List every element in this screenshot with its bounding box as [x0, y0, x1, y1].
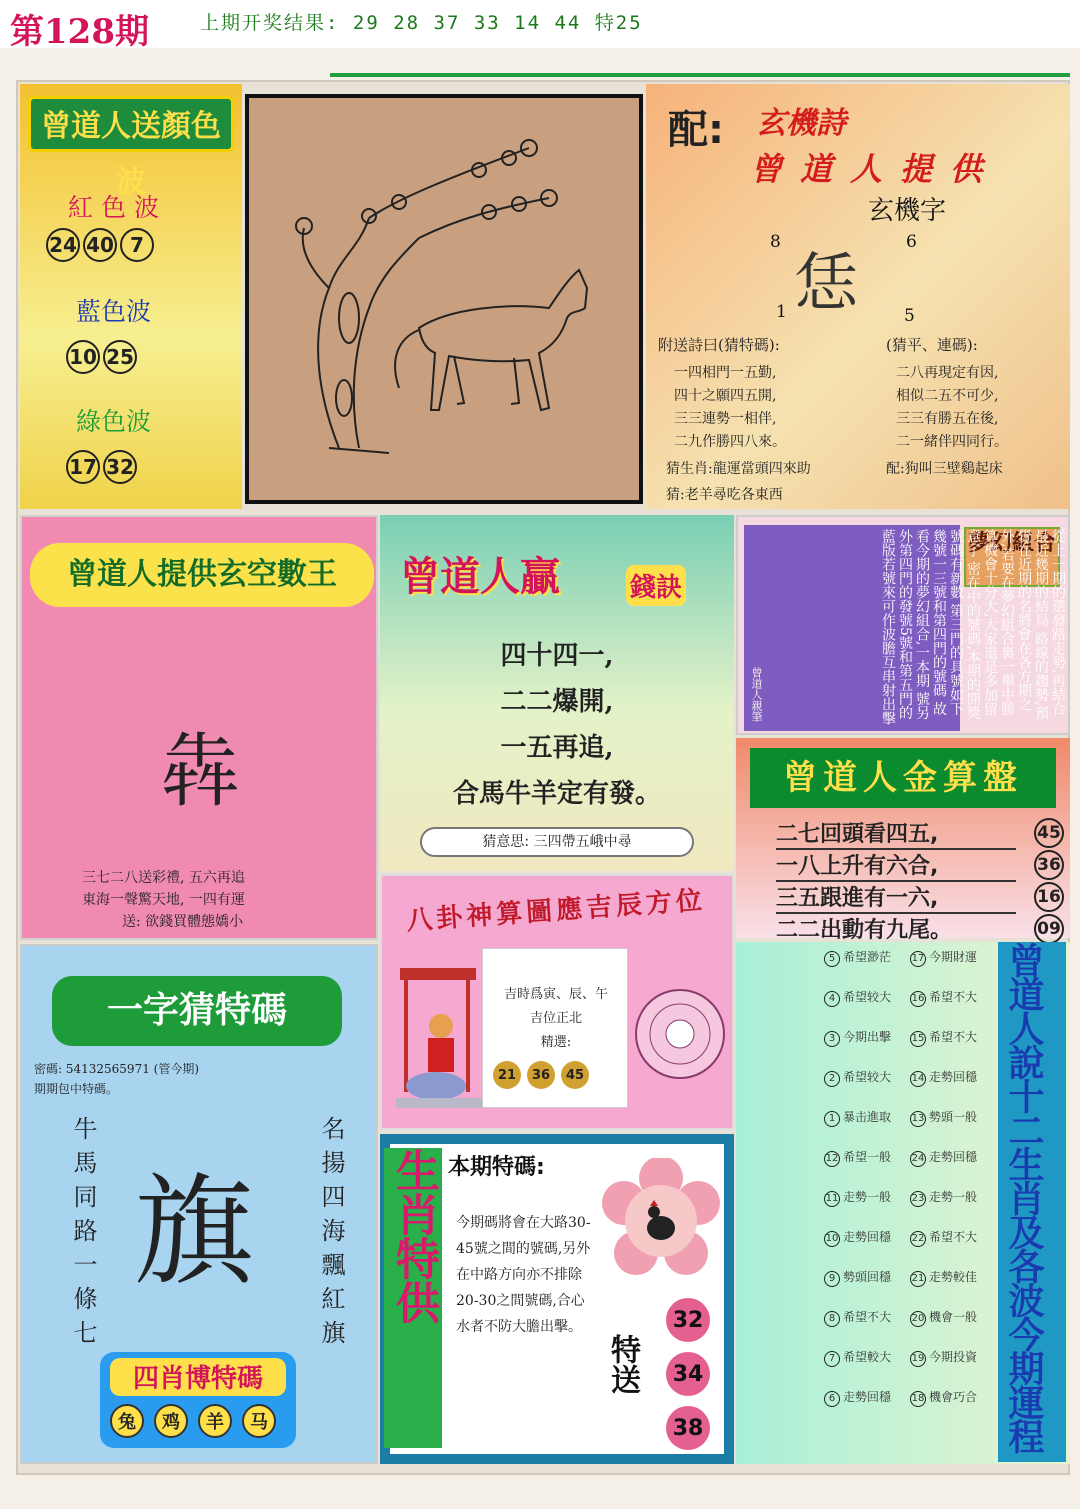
luck-cell: [910, 1388, 996, 1428]
xuankong-lines: [82, 867, 245, 933]
luck-cell: [910, 1108, 996, 1148]
xuankong-panel: [20, 515, 378, 940]
color-wave-title: 曾道人送顏色波: [28, 96, 234, 152]
zodiac-luck-titlebar: [998, 942, 1066, 1462]
one-char-sub: 期期包中特碼。: [34, 1082, 119, 1096]
special-number: 34: [666, 1352, 710, 1396]
abacus-number: 16: [1034, 882, 1064, 912]
win-title-suffix: 錢訣: [626, 565, 686, 606]
special-code-paragraph: 今期碼將會在大路30-45號之間的號碼,另外在中路方向亦不排除20-30之間號碼,合心水者不防大膽出擊。: [456, 1215, 591, 1335]
luck-cell: [824, 948, 910, 988]
dream-text: 從上一期的選發路走勢,再結合最近幾期的結局 路線的趨勢,預覺在近期的名將會在各方期之外,若要在夢幻組合裏一舉中勝算機會十分大,大家還是多加留意了 密在中的號碼,本期的開獎號碼有新數 第三門的具號如下幾號一三號和第四門的號碼 故看今期的夢幻組合,一本期 號另外第四門的發號5號和第五門的 藍版若號來可作波膽互串射出擊: [880, 529, 1066, 725]
dream-combo-panel: [736, 515, 1070, 735]
luck-text: 希望不大: [929, 990, 978, 1004]
zodiac-animal: 马: [242, 1404, 276, 1438]
poem-line: 三三連勢一相伴,: [674, 411, 777, 427]
blue-num: 25: [103, 340, 137, 374]
luck-cell: [910, 988, 996, 1028]
zodiac-luck-table: [824, 948, 996, 1428]
luck-number: 18: [910, 1391, 926, 1407]
luck-number: 3: [824, 1031, 840, 1047]
luck-text: 今期財運: [929, 950, 978, 964]
luck-row: [824, 1108, 996, 1148]
one-char-title: 一字猜特碼: [52, 976, 342, 1046]
abacus-line: 三五跟進有一六,: [776, 881, 1016, 914]
luck-row: [824, 1228, 996, 1268]
red-num: 7: [120, 228, 154, 262]
luck-number: 5: [824, 951, 840, 967]
bagua-panel: [380, 874, 734, 1130]
horse-tail: [395, 330, 419, 388]
bagua-line: 精選:: [540, 1035, 572, 1050]
corner-num: 1: [776, 302, 787, 322]
win-line: 一五再追,: [500, 733, 614, 763]
luck-row: [824, 948, 996, 988]
luck-row: [824, 1348, 996, 1388]
luck-row: [824, 988, 996, 1028]
win-line: 二二爆開,: [500, 687, 614, 717]
zodiac-luck-panel: [736, 942, 1070, 1464]
red-wave-numbers: [46, 228, 157, 262]
zodiac-animal: 羊: [198, 1404, 232, 1438]
one-char-code: 密碼: 54132565971 (管今期): [34, 1062, 200, 1076]
luck-text: 今期投資: [929, 1350, 978, 1364]
abacus-panel: [736, 738, 1070, 943]
bagua-info-box: [482, 948, 628, 1108]
luck-text: 勢頭回穩: [843, 1270, 892, 1284]
luck-cell: [824, 1388, 910, 1428]
luck-row: [824, 1188, 996, 1228]
bagua-ball: 21: [493, 1061, 521, 1089]
poem-line: 二九作勝四八來。: [674, 434, 786, 450]
left-poem-heading: 附送詩曰(猜特碼):: [658, 336, 780, 354]
luck-cell: [824, 1348, 910, 1388]
luck-number: 15: [910, 1031, 926, 1047]
tree-trunk-right: [354, 238, 419, 448]
left-poem-lines: [674, 362, 786, 454]
luck-row: [824, 1028, 996, 1068]
tree-base: [329, 448, 389, 453]
luck-number: 21: [910, 1271, 926, 1287]
trunk-knot: [339, 293, 359, 343]
abacus-title: 曾道人金算盤: [750, 748, 1056, 808]
luck-cell: [824, 1148, 910, 1188]
mystery-char: 恁: [794, 247, 858, 321]
luck-cell: [910, 1148, 996, 1188]
dream-sign: 曾道人親筆: [750, 667, 763, 722]
luck-cell: [824, 988, 910, 1028]
bagua-line: 吉位正北: [529, 1011, 582, 1026]
zodiac-special-panel: [380, 1134, 734, 1464]
horse-leg: [511, 358, 519, 404]
luck-text: 暴击進取: [843, 1110, 892, 1124]
luck-number: 19: [910, 1351, 926, 1367]
poem-line: 二八再現定有因,: [896, 365, 999, 381]
luck-row: [824, 1068, 996, 1108]
luck-row: [824, 1388, 996, 1428]
poem-panel: [646, 84, 1070, 509]
pei-line: 配:狗叫三壁鷄起床: [886, 461, 1003, 477]
trunk-knot: [336, 380, 352, 416]
poem-line: 四十之願四五開,: [674, 388, 777, 404]
luck-cell: [910, 1188, 996, 1228]
luck-text: 希望较大: [843, 990, 892, 1004]
luck-text: 希望不大: [843, 1310, 892, 1324]
luck-number: 4: [824, 991, 840, 1007]
win-money-panel: [380, 515, 734, 871]
luck-number: 24: [910, 1151, 926, 1167]
green-wave-label: 綠色波: [76, 407, 152, 436]
green-num: 17: [66, 450, 100, 484]
luck-text: 希望渺茫: [843, 950, 892, 964]
luck-text: 走勢回穩: [843, 1230, 892, 1244]
right-poem-lines: [896, 362, 1008, 454]
special-number: 38: [666, 1406, 710, 1450]
four-zodiac-title: 四肖博特碼: [110, 1358, 286, 1396]
luck-cell: [910, 1268, 996, 1308]
bagua-balls: [493, 1061, 595, 1089]
luck-number: 13: [910, 1111, 926, 1127]
luck-number: 2: [824, 1071, 840, 1087]
horse-tree-illustration: [245, 94, 643, 504]
win-title: 曾道人贏: [400, 554, 560, 600]
red-wave-label: 紅色波: [68, 193, 168, 222]
zodiac-luck-title: 曾道人說十二生肖及各波今期運程: [1003, 942, 1044, 1452]
previous-result: 上期开奖结果: 29 28 37 33 14 44 特25: [200, 12, 643, 34]
abacus-line: 二二出動有九尾。: [776, 913, 1016, 946]
color-wave-panel: [20, 84, 242, 509]
luck-number: 16: [910, 991, 926, 1007]
luck-text: 走勢回穩: [929, 1150, 978, 1164]
luck-text: 走勢較佳: [929, 1270, 978, 1284]
luck-text: 希望一般: [843, 1150, 892, 1164]
abacus-number: 36: [1034, 850, 1064, 880]
luck-text: 希望較大: [843, 1350, 892, 1364]
xuankong-title: 曾道人提供玄空數王: [30, 543, 374, 607]
luck-text: 機會巧合: [929, 1390, 978, 1404]
abacus-line: 一八上升有六合,: [776, 849, 1016, 882]
right-poem-heading: (猜平、連碼):: [886, 336, 978, 354]
luck-row: [824, 1268, 996, 1308]
pei-label: 配:: [668, 107, 724, 153]
abacus-number: 45: [1034, 818, 1064, 848]
horse-body: [419, 270, 587, 410]
red-num: 24: [46, 228, 80, 262]
luck-number: 11: [824, 1191, 840, 1207]
special-code-title: 本期特碼:: [448, 1155, 545, 1180]
luck-number: 12: [824, 1151, 840, 1167]
zodiac-animal: 鸡: [154, 1404, 188, 1438]
divider: [330, 73, 1070, 77]
bagua-ball: 36: [527, 1061, 555, 1089]
luck-cell: [824, 1308, 910, 1348]
luck-text: 機會一般: [929, 1310, 978, 1324]
xuankong-glyph: 犇: [160, 725, 240, 818]
guess-line: 猜:老羊尋吃各東西: [666, 487, 783, 503]
poem-line: 三三有勝五在後,: [896, 411, 999, 427]
luck-cell: [824, 1188, 910, 1228]
luck-cell: [824, 1228, 910, 1268]
xuankong-line: 送: 欲錢買體態嬌小: [122, 914, 244, 930]
green-wave-numbers: [66, 450, 140, 484]
special-send-label: 特送: [605, 1334, 640, 1394]
luck-number: 7: [824, 1351, 840, 1367]
luck-cell: [824, 1268, 910, 1308]
issue-number: 第128期: [10, 12, 149, 52]
corner-num: 6: [906, 232, 917, 252]
poem-provider: 曾道人提供: [750, 150, 1001, 188]
left-column-text: 牛馬同路一條七: [69, 1116, 97, 1354]
abacus-rows: [776, 818, 1064, 944]
blue-wave-numbers: [66, 340, 140, 374]
win-line: 四十四一,: [500, 641, 614, 671]
blue-num: 10: [66, 340, 100, 374]
poem-line: 相似二五不可少,: [896, 388, 999, 404]
rooster-flower-icon: [598, 1158, 724, 1284]
poem-line: 二一緒伴四同行。: [896, 434, 1008, 450]
dream-badge: 夢幻組合: [964, 527, 1060, 587]
green-num: 32: [103, 450, 137, 484]
luck-number: 20: [910, 1311, 926, 1327]
red-num: 40: [83, 228, 117, 262]
blue-wave-label: 藍色波: [76, 297, 152, 326]
corner-num: 5: [904, 306, 915, 326]
luck-number: 1: [824, 1111, 840, 1127]
luck-text: 走勢回穩: [929, 1070, 978, 1084]
luck-text: 希望不大: [929, 1230, 978, 1244]
right-column-text: 名揚四海飄紅旗: [317, 1116, 345, 1354]
special-numbers: [666, 1298, 734, 1450]
zodiac-list: [110, 1404, 276, 1438]
luck-number: 8: [824, 1311, 840, 1327]
big-char: 旗: [134, 1163, 254, 1302]
luck-cell: [910, 1228, 996, 1268]
luck-number: 22: [910, 1231, 926, 1247]
zodiac-guess: 猜生肖:龍運當頭四來助: [666, 461, 811, 477]
luck-text: 走勢回穩: [843, 1390, 892, 1404]
corner-num: 8: [770, 232, 781, 252]
four-zodiac-box: [100, 1352, 296, 1448]
luck-number: 10: [824, 1231, 840, 1247]
abacus-number: 09: [1034, 914, 1064, 944]
luck-cell: [824, 1068, 910, 1108]
luck-text: 今期出擊: [843, 1030, 892, 1044]
luck-number: 9: [824, 1271, 840, 1287]
luck-text: 走勢一般: [843, 1190, 892, 1204]
luck-cell: [910, 948, 996, 988]
horse-leg: [454, 356, 464, 404]
poem-line: 一四相門一五勤,: [674, 365, 777, 381]
bagua-title: 八卦神算圖應吉辰方位: [405, 885, 707, 937]
luck-cell: [824, 1108, 910, 1148]
zodiac-special-vertical-text: 生肖特供: [388, 1148, 439, 1324]
luck-cell: [824, 1028, 910, 1068]
luck-text: 勢頭一般: [929, 1110, 978, 1124]
luck-cell: [910, 1348, 996, 1388]
luck-number: 17: [910, 951, 926, 967]
archer-figure-icon: [396, 966, 486, 1116]
bagua-wheel-icon: [632, 986, 728, 1082]
luck-number: 14: [910, 1071, 926, 1087]
win-hint: 猜意思: 三四帶五峨中尋: [420, 827, 694, 857]
bagua-line: 吉時爲寅、辰、午: [503, 987, 608, 1002]
mystery-char-label: 玄機字: [868, 196, 947, 226]
poem-title: 玄機詩: [756, 106, 846, 141]
zodiac-animal: 兔: [110, 1404, 144, 1438]
bagua-ball: 45: [561, 1061, 589, 1089]
luck-text: 希望不大: [929, 1030, 978, 1044]
branch-left: [303, 228, 329, 288]
luck-number: 23: [910, 1191, 926, 1207]
xuankong-line: 東海一聲驚天地, 一四有運: [82, 892, 245, 908]
zodiac-special-vertical: [384, 1148, 442, 1448]
luck-cell: [910, 1028, 996, 1068]
horse-tree-drawing: [249, 98, 639, 500]
special-number: 32: [666, 1298, 710, 1342]
xuankong-line: 三七二八送彩禮, 五六再追: [82, 870, 245, 886]
luck-cell: [910, 1068, 996, 1108]
luck-cell: [910, 1308, 996, 1348]
luck-row: [824, 1148, 996, 1188]
win-line: 合馬牛羊定有發。: [452, 779, 661, 809]
luck-text: 走勢一般: [929, 1190, 978, 1204]
luck-number: 6: [824, 1391, 840, 1407]
luck-text: 希望较大: [843, 1070, 892, 1084]
luck-row: [824, 1308, 996, 1348]
abacus-line: 二七回頭看四五,: [776, 817, 1016, 850]
